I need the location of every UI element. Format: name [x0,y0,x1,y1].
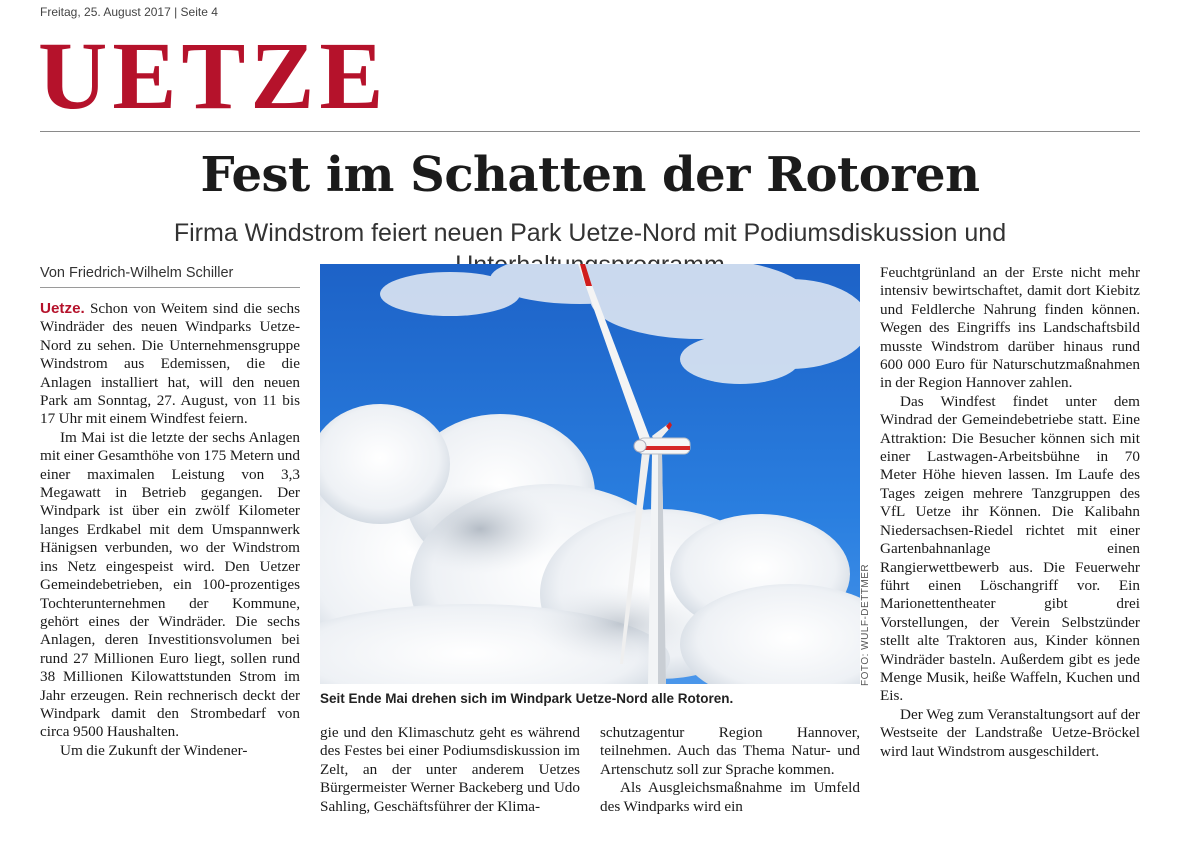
photo-credit: FOTO: WULF-DETTMER [860,563,871,686]
paragraph: Als Ausgleichsmaßnahme im Umfeld des Windparks wird ein [600,779,860,815]
paragraph: Das Windfest findet unter dem Windrad der Gemeindebetriebe statt. Eine Attraktion: Die Besucher können sich mit einer Lastwagen-Arbeitsbühne in 70 Meter Höhe hieven lassen. Im Laufe des Tages zeigen mehrere Tanzgruppen des VfL Uetze ihr Können. Die Kalibahn Niedersachsen-Riedel richtet mit einer Gartenbahnanlage einen Rangierwettbewerb aus. Die Feuerwehr führt einen Löschangriff vor. Ein Marionettentheater gibt drei Vorstellungen, der Verein Selbstzünder stellt alte Traktoren aus, Kinder können Windräder basteln. Außerdem gibt es jede Menge Musik, heiße Waffeln, Kuchen und Eis. [880,392,1140,705]
header-divider [40,131,1140,132]
dateline: Freitag, 25. August 2017 | Seite 4 [40,5,218,19]
paragraph: Im Mai ist die letzte der sechs Anlagen mit einer Gesamthöhe von 175 Metern und einer maximalen Leistung von 3,3 Megawatt in Betrieb gegangen. Der Windpark ist über ein zwölf Kilometer langes Erdkabel mit dem Umspannwerk Hänigsen verbunden, wo der Windstrom ins Netz eingespeist wird. Den Uetzer Gemeindebetrieben, ein 100-prozentiges Tochterunternehmen der Kommune, gehört eines der Windräder. Die sechs Anlagen, deren Investitionsvolumen bei rund 27 Millionen Euro liegt, sollen rund 38 Millionen Kilowattstunden Strom im Jahr erzeugen. Rein rechnerisch deckt der Windpark damit den Strombedarf von circa 9500 Haushalten. [40,428,300,741]
text-column-4 [880,264,1140,761]
paragraph: schutzagentur Region Hannover, teilnehmen. Auch das Thema Natur- und Artenschutz soll zur Sprache kommen. [600,724,860,778]
place-tag: Uetze. [40,300,85,317]
photo-caption: Seit Ende Mai drehen sich im Windpark Uetze-Nord alle Rotoren. [320,691,734,706]
paragraph-text: Schon von Weitem sind die sechs Windräder des neuen Windparks Uetze-Nord zu sehen. Die Unternehmensgruppe Windstrom aus Edemissen, die die Anlagen installiert hat, will den neuen Park am Sonntag, 27. August, von 11 bis 17 Uhr mit einem Windfest feiern. [40,300,300,428]
article-subheadline: Firma Windstrom feiert neuen Park Uetze-Nord mit Podiumsdiskussion und [173,219,1007,247]
paragraph [40,300,300,429]
text-column-3 [600,724,860,816]
text-column-2 [320,724,580,816]
paragraph: Um die Zukunft der Windener- [60,741,248,759]
wind-turbine-photo [320,264,860,684]
paragraph: gie und den Klimaschutz geht es während des Festes bei einer Podiumsdiskussion im Zelt, an der unter anderem Uetzes Bürgermeister Werner Backeberg und Udo Sahling, Geschäftsführer der Klima- [320,724,580,815]
text-column-1 [40,300,300,840]
article-headline: Fest im Schatten der Rotoren [200,147,980,203]
paragraph: Der Weg zum Veranstaltungsort auf der Westseite der Landstraße Uetze-Bröckel wird laut Windstrom ausgeschildert. [880,705,1140,760]
section-title: UETZE [38,22,389,129]
byline: Von Friedrich-Wilhelm Schiller [40,265,234,281]
byline-divider [40,287,300,288]
paragraph: Feuchtgrünland an der Erste nicht mehr intensiv bewirtschaftet, damit dort Kiebitz und Feldlerche Nahrung finden können. Wegen des Eingriffs ins Landschaftsbild musste Windstrom darüber hinaus rund 600 000 Euro für Naturschutzmaßnahmen in der Region Hannover zahlen. [880,264,1140,392]
